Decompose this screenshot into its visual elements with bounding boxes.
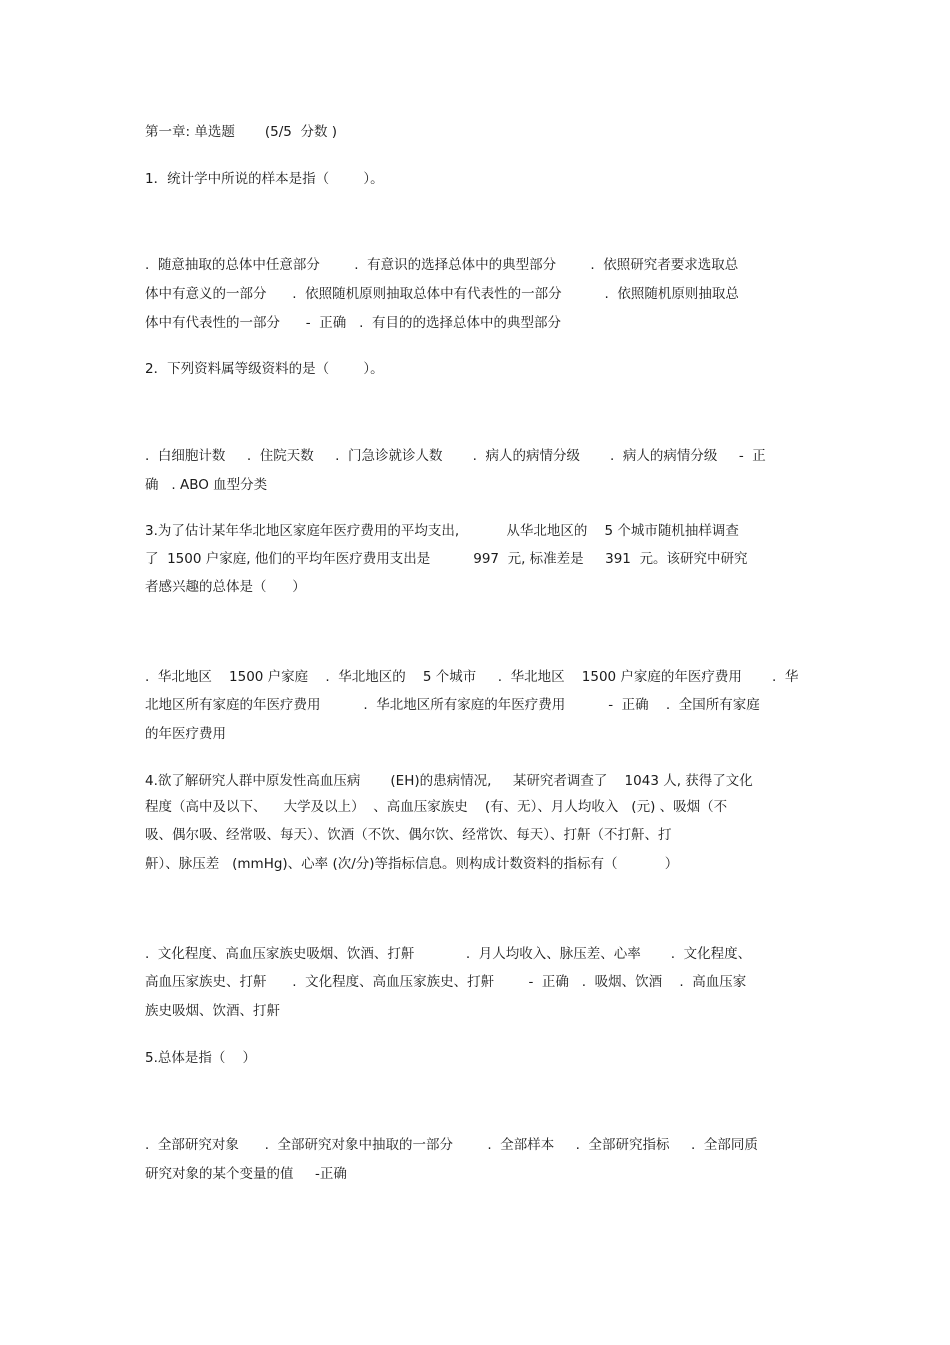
question-5-options-line-1: . 全部研究对象 . 全部研究对象中抽取的一部分 . 全部样本 . 全部研究指标 . 全部同质 <box>145 1137 758 1153</box>
question-3-stem-line-2: 了 1500 户家庭, 他们的平均年医疗费用支出是 997 元, 标准差是 391 元。该研究中研究 <box>145 551 748 567</box>
question-5-options-line-2: 研究对象的某个变量的值 -正确 <box>145 1166 347 1182</box>
question-3-options-line-2: 北地区所有家庭的年医疗费用 . 华北地区所有家庭的年医疗费用 - 正确 . 全国所有家庭 <box>145 697 760 713</box>
question-1-stem: 1．统计学中所说的样本是指（ ）。 <box>145 171 384 187</box>
question-2-stem: 2．下列资料属等级资料的是（ ）。 <box>145 361 384 377</box>
question-3-options-line-3: 的年医疗费用 <box>145 726 226 742</box>
question-4-options-line-1: . 文化程度、高血压家族史吸烟、饮酒、打鼾 . 月人均收入、脉压差、心率 . 文化程度、 <box>145 946 752 962</box>
question-1-options-line-3: 体中有代表性的一部分 - 正确 . 有目的的选择总体中的典型部分 <box>145 315 561 331</box>
question-4-stem-line-3: 吸、偶尔吸、经常吸、每天）、饮酒（不饮、偶尔饮、经常饮、每天）、打鼾（不打鼾、打 <box>145 827 672 843</box>
question-4-stem-line-4: 鼾）、脉压差 (mmHg)、心率 (次/分)等指标信息。则构成计数资料的指标有（ ） <box>145 856 679 872</box>
question-4-options-line-2: 高血压家族史、打鼾 . 文化程度、高血压家族史、打鼾 - 正确 . 吸烟、饮酒 . 高血压家 <box>145 974 747 990</box>
question-4-stem-line-1: 4.欲了解研究人群中原发性高血压病 (EH)的患病情况, 某研究者调查了 1043 人, 获得了文化 <box>145 773 753 789</box>
question-3-stem-line-3: 者感兴趣的总体是（ ） <box>145 579 306 595</box>
question-2-options-line-2: 确 . ABO 血型分类 <box>145 477 268 493</box>
question-4-stem-line-2: 程度（高中及以下、 大学及以上） 、高血压家族史 (有、无）、月人均收入 (元) 、吸烟（不 <box>145 799 728 815</box>
question-4-options-line-3: 族史吸烟、饮酒、打鼾 <box>145 1003 280 1019</box>
question-2-options-line-1: . 白细胞计数 . 住院天数 . 门急诊就诊人数 . 病人的病情分级 . 病人的病情分级 - 正 <box>145 448 766 464</box>
chapter-header: 第一章: 单选题 (5/5 分数 ) <box>145 124 338 140</box>
question-1-options-line-1: . 随意抽取的总体中任意部分 . 有意识的选择总体中的典型部分 . 依照研究者要求选取总 <box>145 257 739 273</box>
question-3-stem-line-1: 3.为了估计某年华北地区家庭年医疗费用的平均支出, 从华北地区的 5 个城市随机抽样调查 <box>145 523 739 539</box>
question-1-options-line-2: 体中有意义的一部分 . 依照随机原则抽取总体中有代表性的一部分 . 依照随机原则抽取总 <box>145 286 739 302</box>
question-5-stem: 5.总体是指（ ） <box>145 1050 257 1066</box>
question-3-options-line-1: . 华北地区 1500 户家庭 . 华北地区的 5 个城市 . 华北地区 1500 户家庭的年医疗费用 . 华 <box>145 669 799 685</box>
